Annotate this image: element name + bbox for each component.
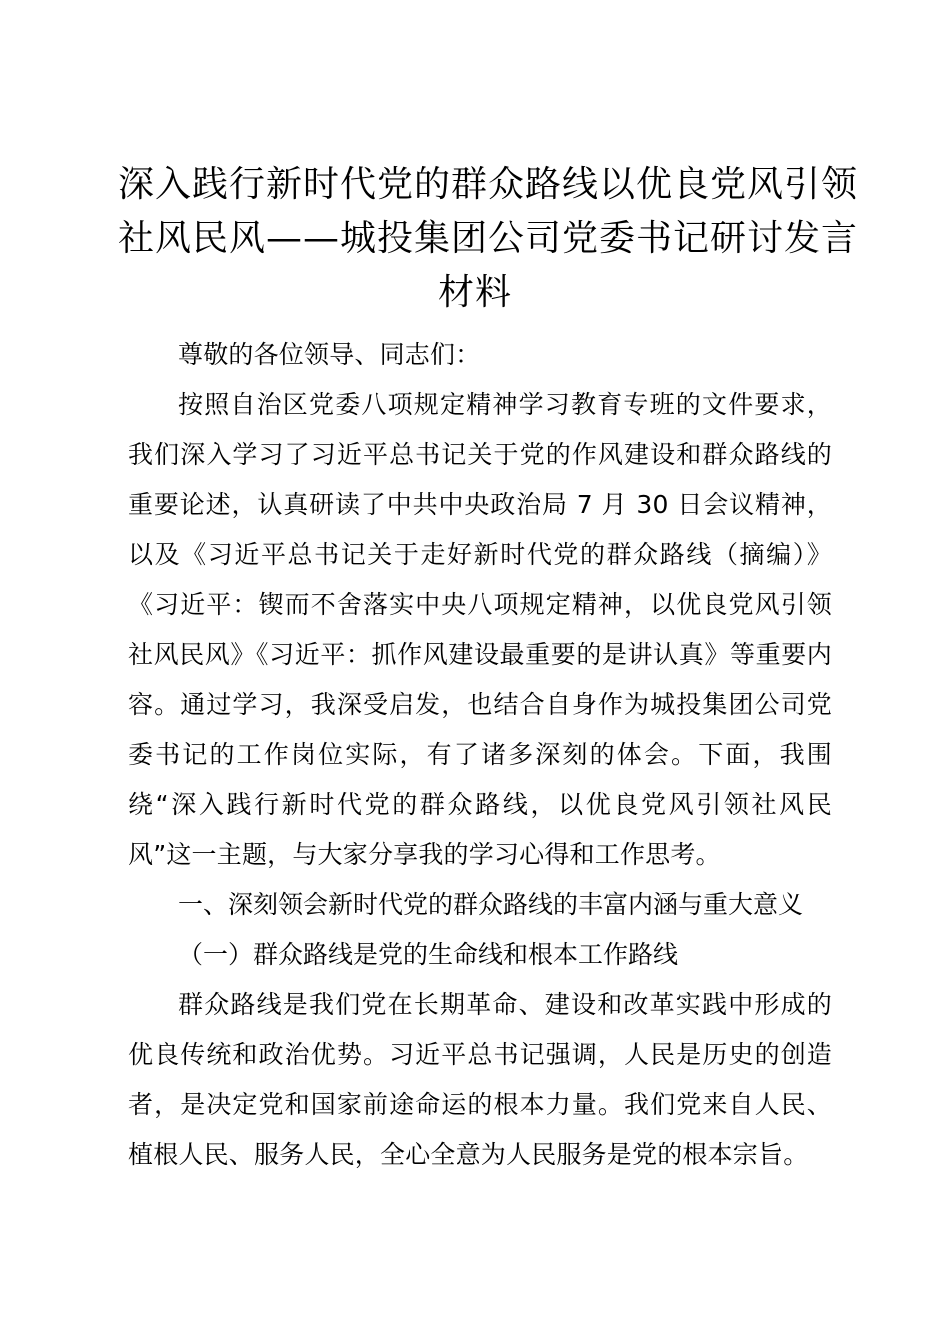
salutation: 尊敬的各位领导、同志们： <box>178 340 481 369</box>
body-paragraph: 群众路线是我们党在长期革命、建设和改革实践中形成的优良传统和政治优势。习近平总书记强调，人民是历史的创造者，是决定党和国家前途命运的根本力量。我们党来自人民、植根人民、服务人民，全心全意为人民服务是党的根本宗旨。 <box>128 990 832 1169</box>
title-line-2: 社风民风——城投集团公司党委书记研讨发言 <box>118 218 859 259</box>
subsection-heading-1: （一）群众路线是党的生命线和根本工作路线 <box>178 940 679 969</box>
intro-paragraph: 按照自治区党委八项规定精神学习教育专班的文件要求，我们深入学习了习近平总书记关于党的作风建设和群众路线的重要论述，认真研读了中共中央政治局 7 月 30 日会议精神，以及《习近平总书记关于走好新时代党的群众路线（摘编）》《习近平：锲而不舍落实中央八项规定精神，以优良党风引领社风民风》《习近平：抓作风建设最重要的是讲认真》等重要内容。通过学习，我深受启发，也结合自身作为城投集团公司党委书记的工作岗位实际，有了诸多深刻的体会。下面，我围绕“深入践行新时代党的群众路线，以优良党风引领社风民风”这一主题，与大家分享我的学习心得和工作思考。 <box>128 390 832 869</box>
document-title <box>118 158 859 320</box>
document-body <box>128 330 832 1180</box>
title-line-1: 深入践行新时代党的群众路线以优良党风引领 <box>118 164 859 205</box>
section-heading-1: 一、深刻领会新时代党的群众路线的丰富内涵与重大意义 <box>178 890 804 919</box>
title-line-3: 材料 <box>437 272 512 313</box>
